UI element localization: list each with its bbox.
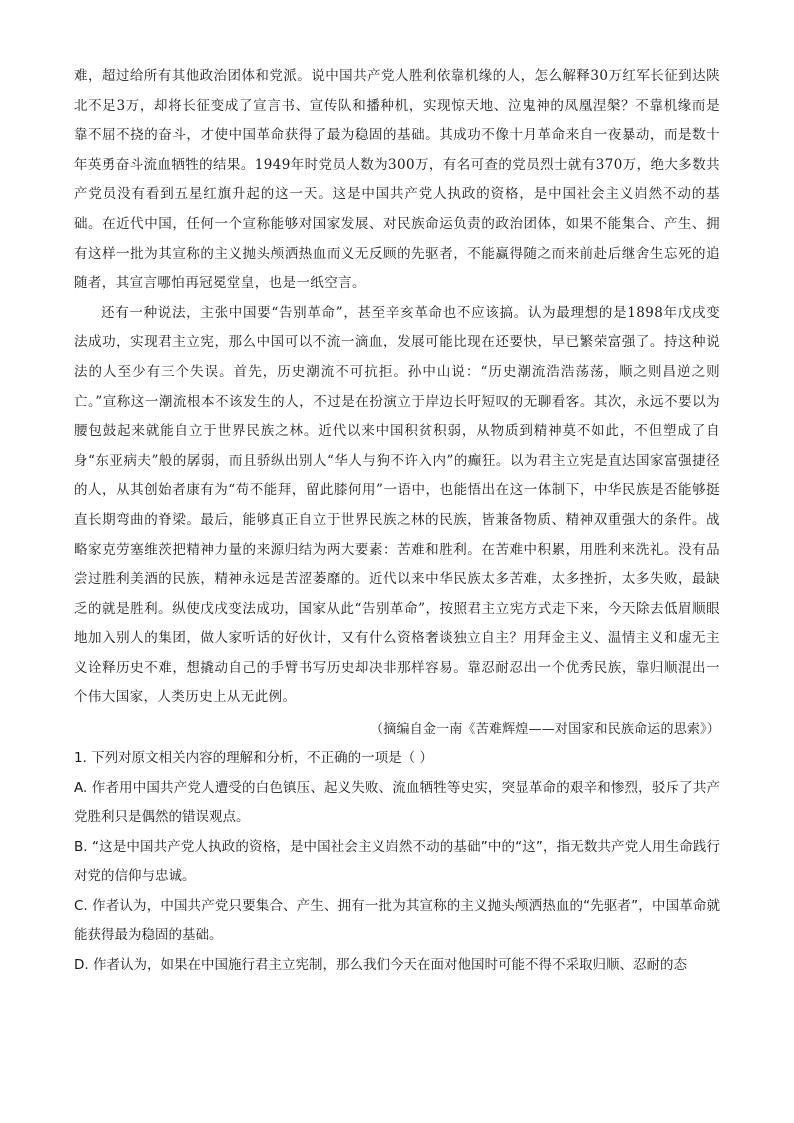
passage-source: （摘编自金一南《苦难辉煌——对国家和民族命运的思索》） [370, 722, 720, 738]
question-1-option-d: D. 作者认为，如果在中国施行君主立宪制，那么我们今天在面对他国时可能不得不采取归顺、忍耐的态 [74, 956, 687, 973]
document-page [74, 62, 720, 980]
question-1-option-a: A. 作者用中国共产党人遭受的白色镇压、起义失败、流血牺牲等史实，突显革命的艰辛和惨烈，驳斥了共产党胜利只是偶然的错误观点。 [74, 779, 720, 826]
reading-passage [74, 62, 720, 713]
passage-paragraph-2: 还有一种说法，主张中国要“告别革命”，甚至辛亥革命也不应该搞。认为最理想的是1898年戊戌变法成功，实现君主立宪，那么中国可以不流一滴血，发展可能比现在还要快，早已繁荣富强了。持这种说法的人至少有三个失误。首先，历史潮流不可抗拒。孙中山说：“历史潮流浩浩荡荡，顺之则昌逆之则亡。”宣称这一潮流根本不该发生的人，不过是在扮演立于岸边长吁短叹的无聊看客。其次，永远不要以为腰包鼓起来就能自立于世界民族之林。近代以来中国积贫积弱，从物质到精神莫不如此，不但塑成了自身“东亚病夫”般的孱弱，而且骄纵出别人“华人与狗不许入内”的癫狂。以为君主立宪是直达国家富强捷径的人，从其创始者康有为“苟不能拜，留此膝何用”一语中，也能悟出在这一体制下，中华民族是否能够挺直长期弯曲的脊梁。最后，能够真正自立于世界民族之林的民族，皆兼备物质、精神双重强大的条件。战略家克劳塞维茨把精神力量的来源归结为两大要素：苦难和胜利。在苦难中积累，用胜利来洗礼。没有品尝过胜利美酒的民族，精神永远是苦涩萎靡的。近代以来中华民族太多苦难，太多挫折，太多失败，最缺乏的就是胜利。纵使戊戌变法成功，国家从此“告别革命”，按照君主立宪方式走下来，今天除去低眉顺眼地加入别人的集团，做人家听话的好伙计，又有什么资格奢谈独立自主？用拜金主义、温情主义和虚无主义诠释历史不难，想撬动自己的手臂书写历史却决非那样容易。靠忍耐忍出一个优秀民族，靠归顺混出一个伟大国家，人类历史上从无此例。 [74, 304, 720, 706]
question-1-option-b: B. “这是中国共产党人执政的资格，是中国社会主义岿然不动的基础”中的“这”，指无数共产党人用生命践行对党的信仰与忠诚。 [74, 838, 720, 885]
question-block [74, 744, 720, 980]
passage-paragraph-1: 难，超过给所有其他政治团体和党派。说中国共产党人胜利依靠机缘的人，怎么解释30万红军长征到达陕北不足3万，却将长征变成了宣言书、宣传队和播种机，实现惊天地、泣鬼神的凤凰涅槃？不靠机缘而是靠不屈不挠的奋斗，才使中国革命获得了最为稳固的基础。其成功不像十月革命来自一夜暴动，而是数十年英勇奋斗流血牺牲的结果。1949年时党员人数为300万，有名可查的党员烈士就有370万，绝大多数共产党员没有看到五星红旗升起的这一天。这是中国共产党人执政的资格，是中国社会主义岿然不动的基础。在近代中国，任何一个宣称能够对国家发展、对民族命运负责的政治团体，如果不能集合、产生、拥有这样一批为其宣称的主义抛头颅洒热血而义无反顾的先驱者，不能赢得随之而来前赴后继舍生忘死的追随者，其宣言哪怕再冠冕堂皇，也是一纸空言。 [74, 68, 720, 292]
question-1-option-c: C. 作者认为，中国共产党只要集合、产生、拥有一批为其宣称的主义抛头颅洒热血的“先驱者”，中国革命就能获得最为稳固的基础。 [74, 897, 720, 944]
question-1-stem: 1. 下列对原文相关内容的理解和分析，不正确的一项是（ ） [74, 750, 433, 767]
